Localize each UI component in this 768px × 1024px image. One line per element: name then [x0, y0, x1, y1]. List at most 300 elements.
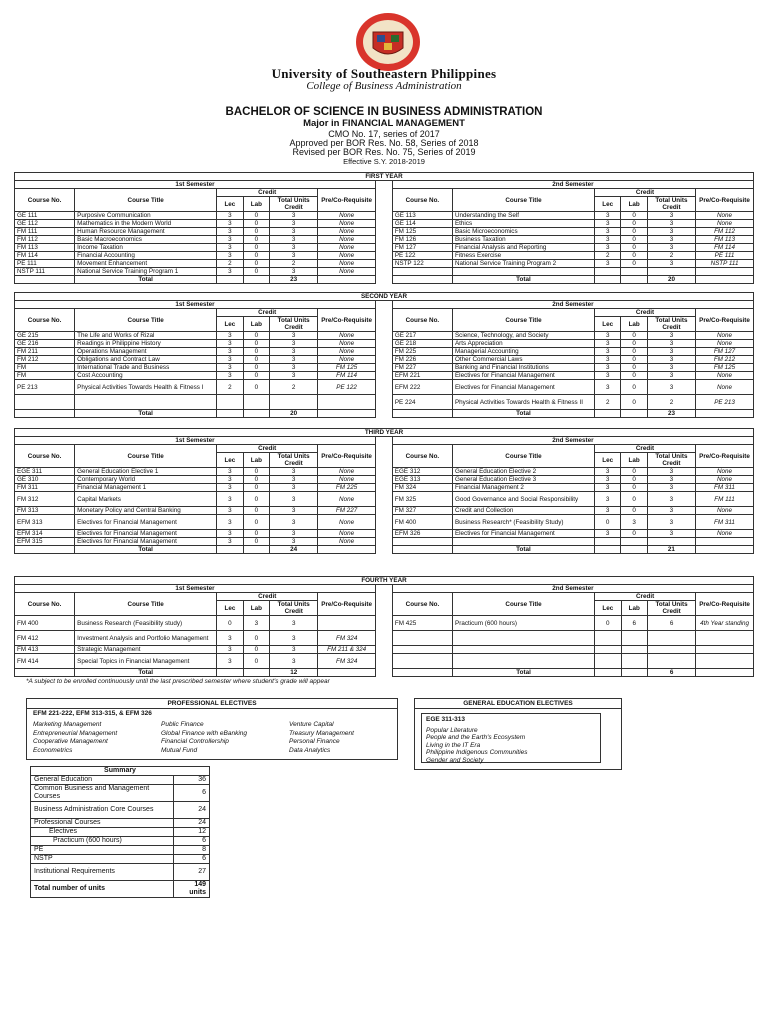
- col-course-no: Course No.: [15, 593, 75, 616]
- prerequisite: None: [318, 348, 376, 356]
- lab-units: [621, 669, 647, 677]
- table-row: [15, 646, 754, 654]
- course-no: [15, 669, 75, 677]
- col-credit: Credit: [217, 593, 318, 601]
- prerequisite: FM 114: [318, 372, 376, 380]
- year-table: [14, 292, 754, 418]
- course-title: The Life and Works of Rizal: [75, 332, 217, 340]
- col-lec: Lec: [594, 453, 620, 468]
- elective-item: Econometrics: [33, 746, 73, 754]
- total-units: [647, 268, 695, 276]
- professional-electives-box: [26, 698, 398, 760]
- prerequisite: None: [318, 236, 376, 244]
- table-row: [15, 356, 754, 364]
- course-no: GE 114: [392, 220, 452, 228]
- elective-item: Data Analytics: [289, 746, 331, 754]
- col-total-units: Total Units Credit: [270, 453, 318, 468]
- lab-units: 0: [621, 530, 647, 538]
- course-title: Purposive Communication: [75, 212, 217, 220]
- professional-electives-codes: EFM 221-222, EFM 313-315, & EFM 326: [33, 710, 152, 717]
- university-seal-logo: [355, 12, 421, 72]
- table-row: [15, 492, 754, 507]
- prerequisite: None: [696, 220, 754, 228]
- lec-units: 0: [217, 616, 243, 631]
- lab-units: 0: [243, 515, 269, 530]
- gap: [375, 189, 392, 212]
- col-prereq: Pre/Co-Requisite: [696, 445, 754, 468]
- summary-label: Professional Courses: [31, 819, 174, 828]
- prerequisite: [318, 616, 376, 631]
- prerequisite: None: [696, 212, 754, 220]
- lec-units: 3: [217, 492, 243, 507]
- total-label: Total: [75, 669, 217, 677]
- prerequisite: [696, 268, 754, 276]
- lab-units: 0: [243, 348, 269, 356]
- prerequisite: None: [696, 468, 754, 476]
- course-no: FM 313: [15, 507, 75, 515]
- course-no: EGE 312: [392, 468, 452, 476]
- lab-units: 0: [243, 228, 269, 236]
- lec-units: [595, 654, 621, 669]
- lec-units: 3: [594, 340, 620, 348]
- summary-row: [31, 864, 210, 881]
- table-row: [15, 515, 754, 530]
- professional-electives-title: PROFESSIONAL ELECTIVES: [27, 699, 397, 709]
- col-course-no: Course No.: [15, 189, 75, 212]
- total-units: 3: [647, 236, 695, 244]
- total-units: 3: [270, 538, 318, 546]
- college-name: College of Business Administration: [306, 80, 462, 92]
- lab-units: [243, 546, 269, 554]
- lec-units: [594, 546, 620, 554]
- course-no: FM 114: [15, 252, 75, 260]
- course-no: FM 414: [15, 654, 75, 669]
- table-row: [15, 476, 754, 484]
- col-course-title: Course Title: [452, 445, 594, 468]
- gap: [375, 228, 392, 236]
- summary-row: [31, 881, 210, 898]
- lec-units: 3: [217, 340, 243, 348]
- summary-label: Total number of units: [31, 881, 174, 898]
- course-title: Cost Accounting: [75, 372, 217, 380]
- gap: [375, 260, 392, 268]
- lec-units: 3: [594, 244, 620, 252]
- semester-total-units: 20: [647, 276, 695, 284]
- course-no: [15, 546, 75, 554]
- col-lec: Lec: [594, 197, 620, 212]
- col-prereq: Pre/Co-Requisite: [318, 189, 376, 212]
- course-title: Capital Markets: [75, 492, 217, 507]
- lec-units: 2: [594, 252, 620, 260]
- summary-value: 12: [173, 828, 209, 837]
- prerequisite: FM 111: [696, 492, 754, 507]
- prerequisite: None: [696, 380, 754, 395]
- course-no: EFM 222: [392, 380, 452, 395]
- table-row: [15, 332, 754, 340]
- professional-electives-list: [33, 721, 399, 755]
- prerequisite: None: [318, 476, 376, 484]
- prerequisite: FM 324: [318, 631, 376, 646]
- summary-row: [31, 776, 210, 785]
- table-row: [15, 212, 754, 220]
- summary-row: [31, 802, 210, 819]
- lab-units: [243, 669, 269, 677]
- major-title: Major in FINANCIAL MANAGEMENT: [303, 118, 465, 129]
- total-label: Total: [452, 546, 594, 554]
- lab-units: 0: [243, 332, 269, 340]
- lec-units: 3: [594, 332, 620, 340]
- lab-units: [621, 276, 647, 284]
- total-units: 3: [270, 348, 318, 356]
- course-no: EFM 221: [392, 372, 452, 380]
- prerequisite: [318, 669, 376, 677]
- col-total-units: Total Units Credit: [270, 601, 318, 616]
- total-label: Total: [452, 276, 594, 284]
- gap: [375, 348, 392, 356]
- course-no: FM 212: [15, 356, 75, 364]
- total-units: 3: [270, 616, 318, 631]
- gap: [375, 515, 392, 530]
- lab-units: 0: [243, 340, 269, 348]
- course-no: GE 218: [392, 340, 452, 348]
- gap: [375, 236, 392, 244]
- course-title: [452, 268, 594, 276]
- semester-total-units: 6: [648, 669, 696, 677]
- summary-value: 24: [173, 819, 209, 828]
- course-no: NSTP 111: [15, 268, 75, 276]
- lab-units: 0: [621, 468, 647, 476]
- course-no: GE 112: [15, 220, 75, 228]
- course-no: [392, 631, 452, 646]
- col-total-units: Total Units Credit: [270, 317, 318, 332]
- lec-units: [217, 669, 243, 677]
- lab-units: 0: [243, 631, 269, 646]
- summary-value: 27: [173, 864, 209, 881]
- table-row: [15, 616, 754, 631]
- col-lec: Lec: [594, 317, 620, 332]
- prerequisite: FM 227: [318, 507, 376, 515]
- total-units: 3: [270, 220, 318, 228]
- lab-units: 0: [621, 364, 647, 372]
- course-title: Readings in Philippine History: [75, 340, 217, 348]
- summary-value: 36: [173, 776, 209, 785]
- total-units: 3: [647, 332, 695, 340]
- col-total-units: Total Units Credit: [647, 197, 695, 212]
- semester-total-units: 23: [270, 276, 318, 284]
- total-units: 3: [270, 476, 318, 484]
- table-row: [15, 380, 754, 395]
- total-units: 3: [647, 484, 695, 492]
- total-units: 3: [270, 507, 318, 515]
- course-no: FM 227: [392, 364, 452, 372]
- course-title: [75, 395, 217, 410]
- course-title: [453, 646, 595, 654]
- lec-units: 3: [217, 646, 243, 654]
- course-no: PE 224: [392, 395, 452, 410]
- total-units: 3: [270, 515, 318, 530]
- total-units: [647, 538, 695, 546]
- ge-elective-item: Living in the IT Era: [426, 741, 481, 749]
- course-no: GE 217: [392, 332, 452, 340]
- course-no: EFM 326: [392, 530, 452, 538]
- lec-units: 3: [217, 476, 243, 484]
- summary-row: [31, 855, 210, 864]
- lec-units: 3: [594, 507, 620, 515]
- prerequisite: [696, 538, 754, 546]
- lec-units: [594, 268, 620, 276]
- course-no: EFM 313: [15, 515, 75, 530]
- lab-units: 0: [243, 484, 269, 492]
- lec-units: [217, 410, 243, 418]
- course-no: FM 325: [392, 492, 452, 507]
- col-course-title: Course Title: [452, 189, 594, 212]
- total-units: 3: [270, 236, 318, 244]
- gap: [375, 538, 392, 546]
- elective-item: Financial Controllership: [161, 738, 229, 745]
- table-row: [15, 364, 754, 372]
- total-label: Total: [453, 669, 595, 677]
- table-row: [15, 228, 754, 236]
- summary-row: [31, 837, 210, 846]
- prerequisite: FM 311: [696, 515, 754, 530]
- prerequisite: [696, 546, 754, 554]
- program-title: BACHELOR OF SCIENCE IN BUSINESS ADMINISTRATION: [225, 106, 543, 118]
- col-course-no: Course No.: [392, 593, 452, 616]
- gap: [375, 276, 392, 284]
- total-units: 3: [270, 252, 318, 260]
- lab-units: 0: [243, 530, 269, 538]
- summary-title: Summary: [31, 767, 210, 776]
- lab-units: 0: [621, 380, 647, 395]
- total-label: Total: [452, 410, 594, 418]
- course-title: International Trade and Business: [75, 364, 217, 372]
- lec-units: 3: [217, 244, 243, 252]
- prerequisite: [318, 410, 376, 418]
- lec-units: [594, 276, 620, 284]
- total-units: 3: [647, 364, 695, 372]
- effective-line: Effective S.Y. 2018-2019: [343, 157, 425, 166]
- lab-units: 0: [243, 212, 269, 220]
- total-units: 3: [270, 654, 318, 669]
- prerequisite: None: [318, 244, 376, 252]
- course-no: GE 310: [15, 476, 75, 484]
- col-lab: Lab: [243, 453, 269, 468]
- course-no: FM 127: [392, 244, 452, 252]
- lab-units: 0: [243, 244, 269, 252]
- total-units: 3: [647, 340, 695, 348]
- course-no: FM 412: [15, 631, 75, 646]
- lab-units: [243, 410, 269, 418]
- semester-total-units: 21: [647, 546, 695, 554]
- summary-value: 6: [173, 785, 209, 802]
- total-label: Total: [75, 546, 217, 554]
- semester-2-title: 2nd Semester: [392, 301, 753, 309]
- summary-value: 8: [173, 846, 209, 855]
- lec-units: 3: [217, 228, 243, 236]
- col-lab: Lab: [243, 317, 269, 332]
- lab-units: 0: [243, 252, 269, 260]
- course-no: FM 126: [392, 236, 452, 244]
- table-row: [15, 260, 754, 268]
- col-credit: Credit: [594, 445, 695, 453]
- course-no: FM 327: [392, 507, 452, 515]
- summary-row: [31, 828, 210, 837]
- total-units: 3: [270, 340, 318, 348]
- summary-value: 24: [173, 802, 209, 819]
- total-units: 3: [270, 332, 318, 340]
- prerequisite: NSTP 111: [696, 260, 754, 268]
- prerequisite: None: [318, 252, 376, 260]
- prerequisite: FM 125: [318, 364, 376, 372]
- prerequisite: None: [318, 492, 376, 507]
- total-units: 6: [648, 616, 696, 631]
- lab-units: 3: [243, 616, 269, 631]
- total-units: 3: [647, 476, 695, 484]
- summary-value: 6: [173, 855, 209, 864]
- prerequisite: None: [318, 538, 376, 546]
- semester-total-units: 23: [647, 410, 695, 418]
- summary-row: [31, 785, 210, 802]
- summary-label: Common Business and Management Courses: [31, 785, 174, 802]
- course-title: Practicum (600 hours): [453, 616, 595, 631]
- lec-units: 3: [594, 468, 620, 476]
- gap: [375, 212, 392, 220]
- prerequisite: None: [318, 260, 376, 268]
- course-no: EFM 314: [15, 530, 75, 538]
- lec-units: 3: [594, 236, 620, 244]
- lec-units: 3: [217, 268, 243, 276]
- total-units: 3: [647, 372, 695, 380]
- lec-units: 3: [594, 492, 620, 507]
- col-course-title: Course Title: [75, 309, 217, 332]
- course-no: FM 112: [15, 236, 75, 244]
- course-title: Physical Activities Towards Health & Fitness II: [452, 395, 594, 410]
- col-total-units: Total Units Credit: [648, 601, 696, 616]
- lab-units: 0: [243, 538, 269, 546]
- lec-units: 0: [594, 515, 620, 530]
- summary-label: Electives: [31, 828, 174, 837]
- col-total-units: Total Units Credit: [647, 317, 695, 332]
- course-title: General Education Elective 2: [452, 468, 594, 476]
- col-lab: Lab: [621, 453, 647, 468]
- gap: [376, 616, 393, 631]
- gap: [376, 669, 393, 677]
- col-lec: Lec: [217, 317, 243, 332]
- lec-units: 3: [217, 484, 243, 492]
- col-prereq: Pre/Co-Requisite: [318, 593, 376, 616]
- course-title: Electives for Financial Management: [452, 530, 594, 538]
- total-units: 2: [270, 260, 318, 268]
- prerequisite: FM 324: [318, 654, 376, 669]
- course-title: Business Research* (Feasibility Study): [452, 515, 594, 530]
- lec-units: 3: [217, 212, 243, 220]
- lab-units: 0: [621, 228, 647, 236]
- prerequisite: None: [696, 332, 754, 340]
- table-row: [15, 530, 754, 538]
- total-units: 2: [647, 395, 695, 410]
- total-units: 3: [270, 212, 318, 220]
- semester-1-title: 1st Semester: [15, 181, 376, 189]
- course-title: Basic Microeconomics: [452, 228, 594, 236]
- elective-row: [33, 721, 399, 730]
- col-total-units: Total Units Credit: [647, 453, 695, 468]
- prerequisite: None: [318, 212, 376, 220]
- course-title: Business Research (Feasibility study): [75, 616, 217, 631]
- semester-total-units: 12: [270, 669, 318, 677]
- total-units: 3: [647, 244, 695, 252]
- prerequisite: None: [318, 530, 376, 538]
- total-units: 3: [647, 260, 695, 268]
- gap: [375, 468, 392, 476]
- lec-units: [217, 276, 243, 284]
- lab-units: 0: [243, 356, 269, 364]
- col-credit: Credit: [217, 445, 318, 453]
- total-units: 3: [270, 530, 318, 538]
- prerequisite: [318, 395, 376, 410]
- prerequisite: [696, 646, 754, 654]
- total-units: 3: [270, 468, 318, 476]
- year-table: [14, 172, 754, 284]
- prerequisite: FM 212: [696, 356, 754, 364]
- course-title: Fitness Exercise: [452, 252, 594, 260]
- gap: [375, 340, 392, 348]
- course-title: Special Topics in Financial Management: [75, 654, 217, 669]
- lec-units: [594, 410, 620, 418]
- table-row: [15, 654, 754, 669]
- course-title: Mathematics in the Modern World: [75, 220, 217, 228]
- gap: [376, 646, 393, 654]
- course-title: Science, Technology, and Society: [452, 332, 594, 340]
- summary-label: Business Administration Core Courses: [31, 802, 174, 819]
- course-no: FM 400: [392, 515, 452, 530]
- prerequisite: 4th Year standing: [696, 616, 754, 631]
- course-title: Human Resource Management: [75, 228, 217, 236]
- year-title: FOURTH YEAR: [15, 577, 754, 585]
- ge-electives-box: [414, 698, 622, 770]
- table-row: [15, 252, 754, 260]
- total-units: 3: [270, 631, 318, 646]
- course-title: National Service Training Program 2: [452, 260, 594, 268]
- lab-units: 0: [243, 372, 269, 380]
- course-no: [392, 268, 452, 276]
- gap: [375, 252, 392, 260]
- lec-units: 3: [594, 484, 620, 492]
- year-table: [14, 576, 754, 677]
- lab-units: 0: [243, 220, 269, 228]
- total-units: [648, 631, 696, 646]
- prerequisite: None: [696, 507, 754, 515]
- enrollment-note: *A subject to be enrolled continuously until the last prescribed semester where student's grade will appear: [26, 678, 330, 685]
- prerequisite: None: [318, 228, 376, 236]
- prerequisite: None: [318, 356, 376, 364]
- approved-line: Approved per BOR Res. No. 58, Series of 2018: [289, 138, 479, 148]
- gap: [375, 332, 392, 340]
- course-no: [392, 646, 452, 654]
- prerequisite: None: [318, 340, 376, 348]
- col-prereq: Pre/Co-Requisite: [696, 593, 754, 616]
- semester-2-title: 2nd Semester: [392, 437, 753, 445]
- col-course-no: Course No.: [15, 309, 75, 332]
- lec-units: [595, 646, 621, 654]
- col-credit: Credit: [594, 309, 695, 317]
- lab-units: [621, 654, 647, 669]
- col-lec: Lec: [217, 453, 243, 468]
- course-title: [453, 654, 595, 669]
- table-row: [15, 348, 754, 356]
- course-no: FM 400: [15, 616, 75, 631]
- summary-row: [31, 846, 210, 855]
- total-units: 3: [647, 530, 695, 538]
